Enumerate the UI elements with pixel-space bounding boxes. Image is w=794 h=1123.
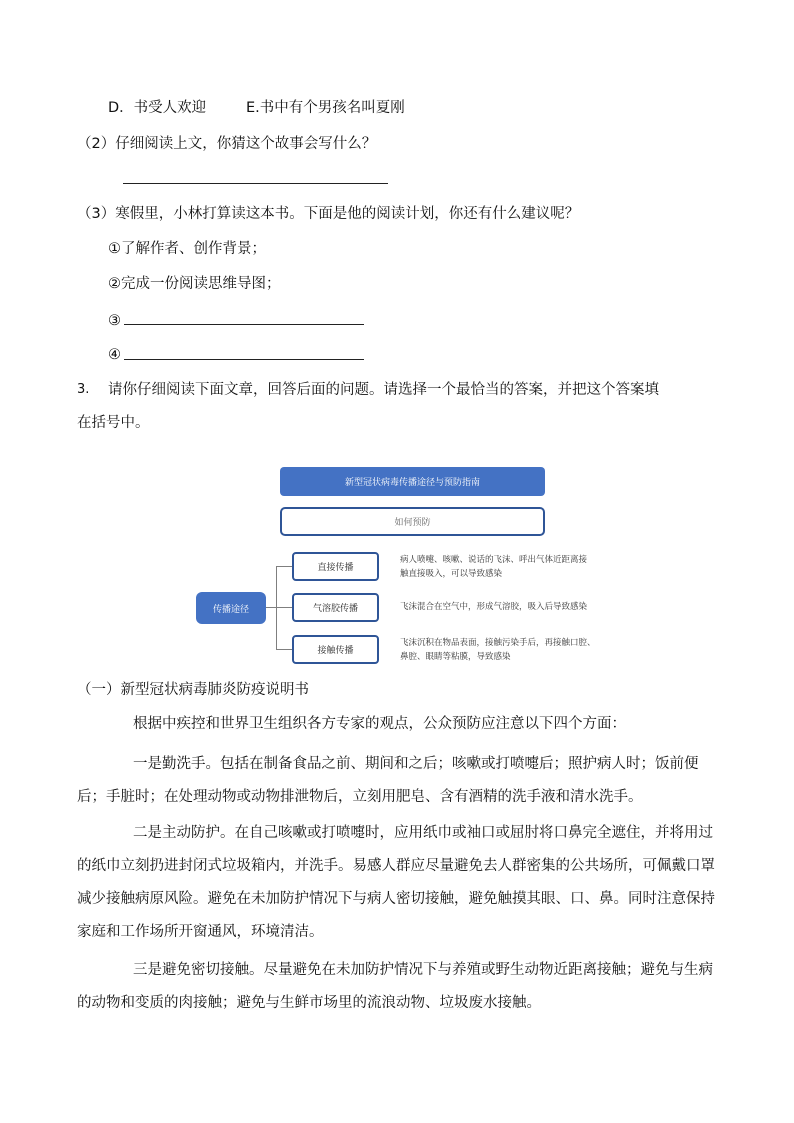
branch-aerosol-desc-1: 飞沫混合在空气中，形成气溶胶，吸入后导致感染 xyxy=(400,602,588,612)
branch-contact-box xyxy=(292,635,379,664)
branch-direct-desc-2: 触直接吸入，可以导致感染 xyxy=(400,569,503,579)
article-paragraph-3: 三是避免密切接触。尽量避免在未加防护情况下与养殖或野生动物近距离接触；避免与生病的动物和变质的肉接触；避免与生鲜市场里的流浪动物、垃圾废水接触。 xyxy=(77,962,713,1011)
diagram-root-label: 传播途径 xyxy=(212,604,249,615)
section-instruction-line-2: 在括号中。 xyxy=(77,415,150,431)
branch-direct-box xyxy=(292,552,379,581)
connector xyxy=(276,607,292,608)
branch-contact-desc-2: 鼻腔、眼睛等粘膜，导致感染 xyxy=(400,652,511,662)
plan-item-4-marker: ④ xyxy=(108,347,121,363)
answer-blank-item-3[interactable] xyxy=(124,324,364,325)
section-instruction-line-1: 请你仔细阅读下面文章，回答后面的问题。请选择一个最恰当的答案，并把这个答案填 xyxy=(108,382,659,398)
option-e: E.书中有个男孩名叫夏刚 xyxy=(246,100,405,116)
diagram-root-box xyxy=(196,592,266,624)
question-3: （3）寒假里，小林打算读这本书。下面是他的阅读计划，你还有什么建议呢？ xyxy=(77,206,580,222)
branch-direct-label: 直接传播 xyxy=(317,563,354,573)
question-2: （2）仔细阅读上文，你猜这个故事会写什么？ xyxy=(77,136,377,152)
branch-contact-desc-1: 飞沫沉积在物品表面，接触污染手后，再接触口腔、 xyxy=(400,638,596,648)
plan-item-1: ①了解作者、创作背景； xyxy=(108,241,266,257)
connector xyxy=(266,607,276,608)
connector xyxy=(276,649,292,650)
article-paragraph-2: 二是主动防护。在自己咳嗽或打喷嚏时，应用纸巾或袖口或屈肘将口鼻完全遮住，并将用过的纸巾立刻扔进封闭式垃圾箱内，并洗手。易感人群应尽量避免去人群密集的公共场所，可佩戴口罩减少接触病原风险。避免在未加防护情况下与病人密切接触，避免触摸其眼、口、鼻。同时注意保持家庭和工作场所开窗通风，环境清洁。 xyxy=(77,825,715,940)
branch-direct-desc-1: 病人喷嚏、咳嗽、说话的飞沫、呼出气体近距离接 xyxy=(400,555,588,565)
diagram-title: 新型冠状病毒传播途径与预防指南 xyxy=(344,478,480,488)
branch-contact-label: 接触传播 xyxy=(317,646,354,656)
answer-blank-item-4[interactable] xyxy=(124,359,364,360)
article-paragraph-1: 一是勤洗手。包括在制备食品之前、期间和之后；咳嗽或打喷嚏后；照护病人时；饭前便后；手脏时；在处理动物或动物排泄物后，立刻用肥皂、含有酒精的洗手液和清水洗手。 xyxy=(77,756,699,805)
article-heading: （一）新型冠状病毒肺炎防疫说明书 xyxy=(77,682,309,698)
connector xyxy=(276,566,292,567)
section-number: 3. xyxy=(77,382,90,397)
diagram-title-box xyxy=(280,467,545,496)
plan-item-3-marker: ③ xyxy=(108,313,121,329)
diagram-subtitle: 如何预防 xyxy=(394,518,431,528)
plan-item-2: ②完成一份阅读思维导图； xyxy=(108,276,281,292)
branch-aerosol-box xyxy=(292,593,379,622)
transmission-diagram xyxy=(196,448,628,670)
branch-aerosol-label: 气溶胶传播 xyxy=(312,604,358,614)
answer-blank-q2[interactable] xyxy=(123,183,388,184)
diagram-subtitle-box xyxy=(280,507,545,536)
article-intro: 根据中疾控和世界卫生组织各方专家的观点，公众预防应注意以下四个方面： xyxy=(133,716,626,732)
option-d: D．书受人欢迎 xyxy=(108,100,207,116)
